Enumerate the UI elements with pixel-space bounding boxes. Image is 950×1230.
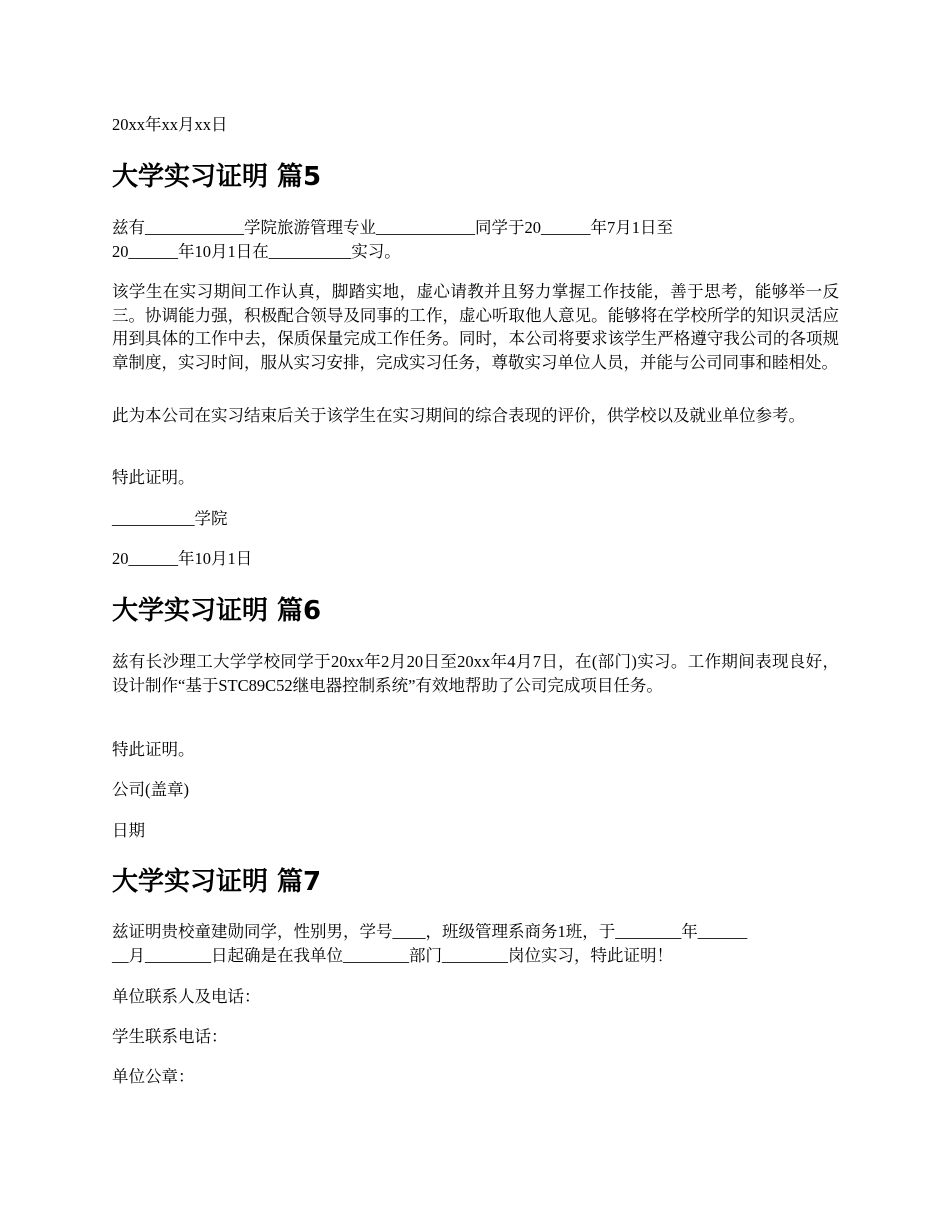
section-5-date: 20______年10月1日 [112,549,253,568]
section-5-college-signature: __________学院 [112,509,228,528]
section-6-intro: 兹有长沙理工大学学校同学于20xx年2月20日至20xx年4月7日，在(部门)实习。工作期间表现良好，设计制作“基于STC89C52继电器控制系统”有效地帮助了公司完成项目任务。 [112,652,839,695]
section-7-intro [112,920,839,967]
section-5-intro [112,216,839,263]
section-5-title: 大学实习证明 篇5 [112,162,322,192]
section-5-reference-note: 此为本公司在实习结束后关于该学生在实习期间的综合表现的评价，供学校以及就业单位参考。 [112,406,805,425]
section-6-title: 大学实习证明 篇6 [112,596,322,626]
section-7-title: 大学实习证明 篇7 [112,867,322,897]
section-6-certify: 特此证明。 [112,740,195,759]
section-5-intro-line2: 20______年10月1日在__________实习。 [112,241,401,261]
section-7-student-phone: 学生联系电话： [112,1027,228,1046]
section-5-certify: 特此证明。 [112,468,195,487]
top-date: 20xx年xx月xx日 [112,115,228,134]
section-6-date: 日期 [112,821,145,840]
section-5-evaluation: 该学生在实习期间工作认真，脚踏实地，虚心请教并且努力掌握工作技能，善于思考，能够举一反三。协调能力强，积极配合领导及同事的工作，虚心听取他人意见。能够将在学校所学的知识灵活应用到具体的工作中去，保质保量完成工作任务。同时，本公司将要求该学生严格遵守我公司的各项规章制度，实习时间，服从实习安排，完成实习任务，尊敬实习单位人员，并能与公司同事和睦相处。 [112,282,839,372]
section-6-company-seal: 公司(盖章) [112,780,189,799]
section-5-intro-line1: 兹有____________学院旅游管理专业____________同学于20______年7月1日至 [112,218,673,237]
section-7-intro-line2: __月________日起确是在我单位________部门________岗位实习，特此证明！ [112,945,673,965]
section-7-company-seal: 单位公章： [112,1067,195,1086]
section-7-contact-person: 单位联系人及电话： [112,987,261,1006]
section-7-intro-line1: 兹证明贵校童建勋同学，性别男，学号____，班级管理系商务1班，于________年______ [112,922,748,941]
